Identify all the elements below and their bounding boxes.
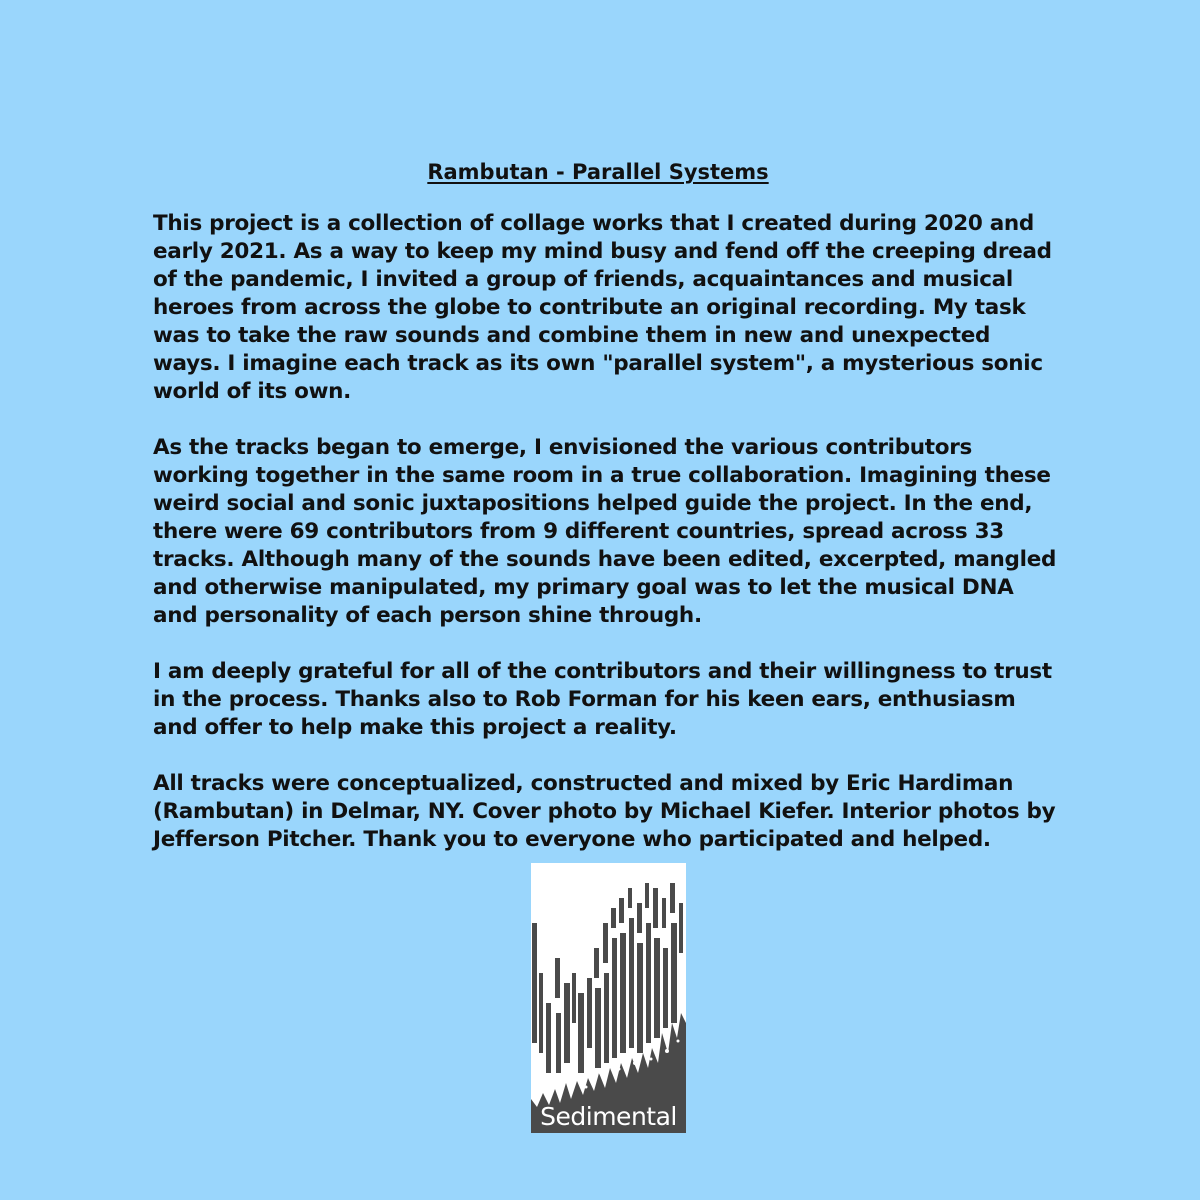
liner-notes xyxy=(153,160,1063,882)
sedimental-logo xyxy=(531,863,686,1133)
paragraph-thanks: I am deeply grateful for all of the contributors and their willingness to trust in the process. Thanks also to Rob Forman for his keen ears, enthusiasm and offer to help make this project a reality. xyxy=(153,659,1052,740)
logo-wordmark: Sedimental xyxy=(540,1102,677,1131)
paragraph-intro: This project is a collection of collage works that I created during 2020 and early 2021. As a way to keep my mind busy and fend off the creeping dread of the pandemic, I invited a group of friends, acquaintances and musical heroes from across the globe to contribute an original recording. My task was to take the raw sounds and combine them in new and unexpected ways. I imagine each track as its own "parallel system", a mysterious sonic world of its own. xyxy=(153,211,1052,404)
logo-graphic xyxy=(531,863,686,1133)
page-title: Rambutan - Parallel Systems xyxy=(427,160,769,184)
paragraph-collaboration: As the tracks began to emerge, I envisioned the various contributors working together in the same room in a true collaboration. Imagining these weird social and sonic juxtapositions helped guide the project. In the end, there were 69 contributors from 9 different countries, spread across 33 tracks. Although many of the sounds have been edited, excerpted, mangled and otherwise manipulated, my primary goal was to let the musical DNA and personality of each person shine through. xyxy=(153,435,1057,628)
paragraph-credits: All tracks were conceptualized, constructed and mixed by Eric Hardiman (Rambutan) in Delmar, NY. Cover photo by Michael Kiefer. Interior photos by Jefferson Pitcher. Thank you to everyone who participated and helped. xyxy=(153,771,1056,852)
